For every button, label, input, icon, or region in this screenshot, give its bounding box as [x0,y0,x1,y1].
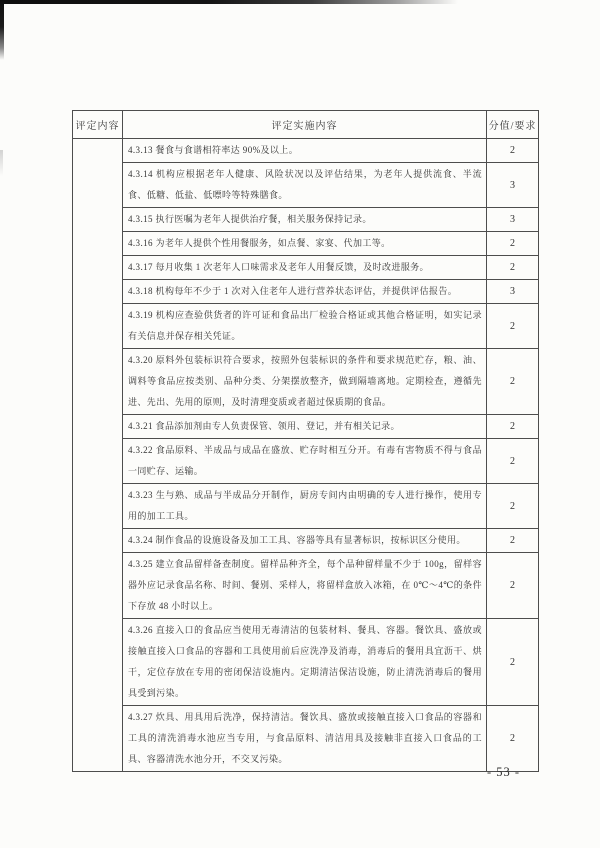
table-row [73,256,539,280]
implementation-text: 4.3.14 机构应根据老年人健康、风险状况以及评估结果，为老年人提供流食、半流食、低糖、低盐、低嘌呤等特殊膳食。 [123,163,487,208]
score-value: 2 [487,553,539,619]
table-row [73,280,539,304]
score-value: 3 [487,208,539,232]
table-row [73,439,539,484]
score-value: 2 [487,256,539,280]
table-header-row [73,111,539,139]
implementation-text: 4.3.19 机构应查验供货者的许可证和食品出厂检验合格证或其他合格证明，如实记录有关信息并保存相关凭证。 [123,304,487,349]
implementation-text: 4.3.21 食品添加剂由专人负责保管、领用、登记，并有相关记录。 [123,415,487,439]
scan-edge-top [0,0,458,4]
header-implementation-content: 评定实施内容 [123,111,487,139]
implementation-text: 4.3.16 为老年人提供个性用餐服务，如点餐、家宴、代加工等。 [123,232,487,256]
implementation-text: 4.3.22 食品原料、半成品与成品在盛放、贮存时相互分开。有毒有害物质不得与食品一同贮存、运输。 [123,439,487,484]
implementation-text: 4.3.24 制作食品的设施设备及加工工具、容器等具有显著标识，按标识区分使用。 [123,529,487,553]
score-value: 2 [487,706,539,772]
header-evaluation-content: 评定内容 [73,111,123,139]
table-row [73,139,539,163]
score-value: 2 [487,619,539,706]
table-row [73,484,539,529]
score-value: 2 [487,349,539,415]
score-value: 2 [487,529,539,553]
table-row [73,349,539,415]
evaluation-table [72,110,539,772]
implementation-text: 4.3.20 原料外包装标识符合要求，按照外包装标识的条件和要求规范贮存，粮、油、调料等食品应按类别、品种分类、分架摆放整齐，做到隔墙离地。定期检查，遵循先进、先出、先用的原则，及时清理变质或者超过保质期的食品。 [123,349,487,415]
implementation-text: 4.3.15 执行医嘱为老年人提供治疗餐，相关服务保持记录。 [123,208,487,232]
table-row [73,208,539,232]
implementation-text: 4.3.27 炊具、用具用后洗净，保持清洁。餐饮具、盛放或接触直接入口食品的容器和工具的清洗消毒水池应当专用，与食品原料、清洁用具及接触非直接入口食品的工具、容器清洗水池分开，不交叉污染。 [123,706,487,772]
page-number: - 53 - [487,765,521,779]
implementation-text: 4.3.13 餐食与食谱相符率达 90%及以上。 [123,139,487,163]
score-value: 3 [487,163,539,208]
table-row [73,553,539,619]
table-row [73,706,539,772]
implementation-text: 4.3.25 建立食品留样备查制度。留样品种齐全，每个品种留样量不少于 100g，留样容器外应记录食品名称、时间、餐别、采样人，将留样盒放入冰箱，在 0℃～4℃的条件下存放 48 小时以上。 [123,553,487,619]
score-value: 2 [487,304,539,349]
score-value: 2 [487,484,539,529]
score-value: 3 [487,280,539,304]
scan-edge-left [0,0,4,60]
scan-smudge [0,150,3,176]
implementation-text: 4.3.17 每月收集 1 次老年人口味需求及老年人用餐反馈，及时改进服务。 [123,256,487,280]
table-row [73,529,539,553]
evaluation-content-merged-cell [73,139,123,772]
implementation-text: 4.3.26 直接入口的食品应当使用无毒清洁的包装材料、餐具、容器。餐饮具、盛放或接触直接入口食品的容器和工具使用前后应洗净及消毒，消毒后的餐用具宜沥干、烘干，定位存放在专用的密闭保洁设施内。定期清洁保洁设施，防止清洗消毒后的餐用具受到污染。 [123,619,487,706]
score-value: 2 [487,232,539,256]
table-row [73,232,539,256]
score-value: 2 [487,415,539,439]
implementation-text: 4.3.18 机构每年不少于 1 次对入住老年人进行营养状态评估，并提供评估报告。 [123,280,487,304]
table-row [73,619,539,706]
table-row [73,415,539,439]
table-row [73,304,539,349]
header-score-requirement: 分值/要求 [487,111,539,139]
score-value: 2 [487,439,539,484]
implementation-text: 4.3.23 生与熟、成品与半成品分开制作，厨房专间内由明确的专人进行操作，使用专用的加工工具。 [123,484,487,529]
table-row [73,163,539,208]
score-value: 2 [487,139,539,163]
